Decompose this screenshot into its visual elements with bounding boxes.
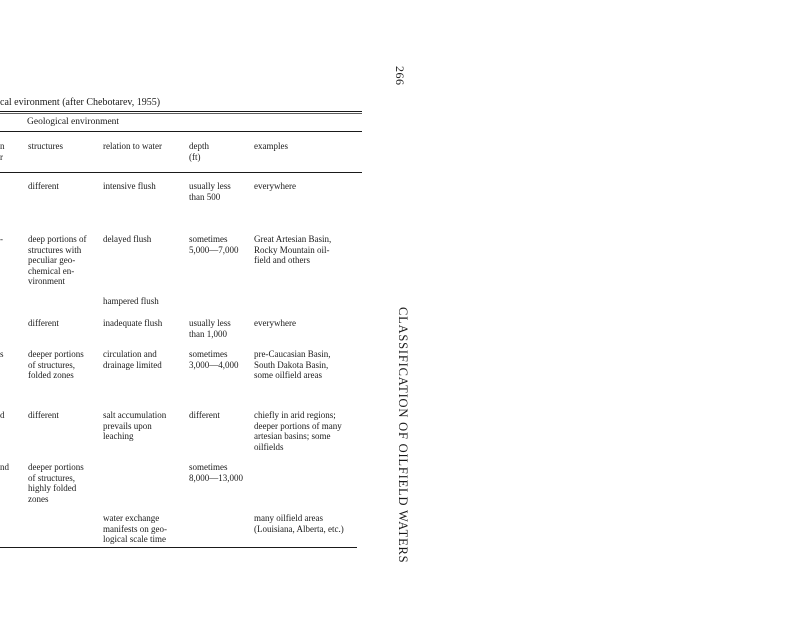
row-4-structures: different [28, 318, 59, 328]
row-4-relation: inadequate flush [103, 318, 163, 328]
row-1-depth-line1: usually less [189, 181, 231, 191]
row-7-structures-line3: highly folded [28, 483, 77, 493]
header-bottom-rule [0, 172, 362, 173]
column-header-depth-unit: (ft) [189, 152, 201, 162]
row-4-examples: everywhere [254, 318, 296, 328]
row-7-depth-line2: 8,000—13,000 [189, 473, 243, 483]
row-8-examples-line1: many oilfield areas [254, 513, 323, 523]
row-2-relation: delayed flush [103, 234, 152, 244]
row-6-examples-line1: chiefly in arid regions; [254, 410, 336, 420]
row-1-relation: intensive flush [103, 181, 156, 191]
row-1-structures: different [28, 181, 59, 191]
row-5-examples-line1: pre-Caucasian Basin, [254, 349, 331, 359]
row-5-examples-line3: some oilfield areas [254, 370, 322, 380]
table-bottom-rule [0, 547, 357, 548]
row-7-structures-line1: deeper portions [28, 462, 84, 472]
row-2-examples-line2: Rocky Mountain oil- [254, 245, 330, 255]
row-7-structures-line4: zones [28, 494, 49, 504]
top-rule [0, 111, 362, 112]
row-7-depth-line1: sometimes [189, 462, 228, 472]
row-6-depth: different [189, 410, 220, 420]
row-7-structures-line2: of structures, [28, 473, 75, 483]
row-2-structures-line4: chemical en- [28, 266, 75, 276]
left-fragment-row6: d [0, 410, 5, 420]
running-title: CLASSIFICATION OF OILFIELD WATERS [396, 307, 410, 564]
row-4-depth-line1: usually less [189, 318, 231, 328]
column-header-relation-to-water: relation to water [103, 141, 162, 151]
left-fragment-row7: nd [0, 462, 9, 472]
row-2-structures-line5: vironment [28, 276, 65, 286]
row-5-relation-line1: circulation and [103, 349, 157, 359]
row-8-relation-line2: manifests on geo- [103, 524, 167, 534]
row-6-examples-line3: artesian basins; some [254, 431, 331, 441]
row-6-relation-line3: leaching [103, 431, 134, 441]
row-5-structures-line1: deeper portions [28, 349, 84, 359]
column-header-depth: depth [189, 141, 209, 151]
row-6-relation-line2: prevails upon [103, 421, 152, 431]
geological-environment-header: Geological environment [27, 117, 120, 127]
row-5-depth-line1: sometimes [189, 349, 228, 359]
page-number: 266 [393, 66, 407, 86]
row-2-structures-line1: deep portions of [28, 234, 87, 244]
row-2-examples-line3: field and others [254, 255, 310, 265]
left-fragment-row2: - [0, 234, 3, 244]
row-1-depth-line2: than 500 [189, 192, 221, 202]
row-2-structures-line3: peculiar geo- [28, 255, 76, 265]
row-8-relation-line1: water exchange [103, 513, 160, 523]
column-header-examples: examples [254, 141, 288, 151]
row-2-structures-line2: structures with [28, 245, 82, 255]
row-5-examples-line2: South Dakota Basin, [254, 360, 329, 370]
group-header-rule [0, 131, 362, 132]
top-rule-second [0, 113, 362, 114]
column-header-structures: structures [28, 141, 63, 151]
row-5-depth-line2: 3,000—4,000 [189, 360, 239, 370]
row-6-examples-line2: deeper portions of many [254, 421, 342, 431]
row-6-relation-line1: salt accumulation [103, 410, 167, 420]
table-caption: cal evironment (after Chebotarev, 1955) [0, 97, 161, 108]
left-fragment-header1: n [0, 141, 5, 151]
row-8-relation-line3: logical scale time [103, 534, 166, 544]
row-6-structures: different [28, 410, 59, 420]
row-5-relation-line2: drainage limited [103, 360, 162, 370]
row-5-structures-line2: of structures, [28, 360, 75, 370]
row-4-depth-line2: than 1,000 [189, 329, 227, 339]
left-fragment-header2: r [0, 152, 3, 162]
row-2-depth-line2: 5,000—7,000 [189, 245, 239, 255]
row-1-examples: everywhere [254, 181, 296, 191]
row-3-relation: hampered flush [103, 296, 159, 306]
row-2-depth-line1: sometimes [189, 234, 228, 244]
row-5-structures-line3: folded zones [28, 370, 74, 380]
row-8-examples-line2: (Louisiana, Alberta, etc.) [254, 524, 344, 534]
left-fragment-row5: s [0, 349, 4, 359]
row-6-examples-line4: oilfields [254, 442, 284, 452]
row-2-examples-line1: Great Artesian Basin, [254, 234, 332, 244]
